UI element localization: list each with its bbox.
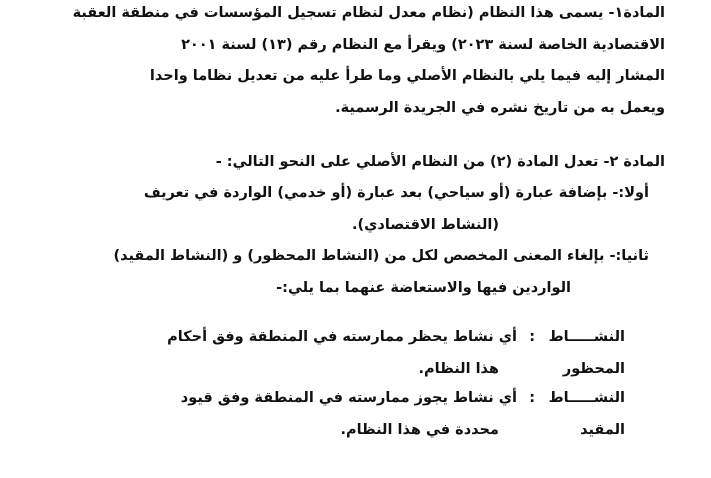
article2-second-line-1: ثانيا:- بإلغاء المعنى المخصص لكل من (النشاط المحظور) و (النشاط المقيد)	[113, 248, 649, 264]
definition-1-text-line-1: أي نشاط يحظر ممارسته في المنطقة وفق أحكام	[167, 329, 517, 345]
definition-1-term-line-1: النشـــــاط	[548, 329, 625, 345]
article2-first-line-2: (النشاط الاقتصادي).	[351, 217, 499, 233]
definition-2-text-line-1: أي نشاط يجوز ممارسته في المنطقة وفق قيود	[180, 390, 517, 406]
article2-first-line-1: أولا:- بإضافة عبارة (أو سياحي) بعد عبارة (أو خدمي) الواردة في تعريف	[143, 185, 649, 201]
article2-second-line-2: الواردين فيها والاستعاضة عنهما بما يلي:-	[276, 280, 571, 296]
article1-line-4: ويعمل به من تاريخ نشره في الجريدة الرسمية.	[335, 100, 665, 116]
definition-1-colon: :	[529, 329, 535, 345]
article1-line-2: الاقتصادية الخاصة لسنة ٢٠٢٣) ويقرأ مع النظام رقم (١٣) لسنة ٢٠٠١	[181, 37, 665, 53]
article1-line-1: المادة١- يسمى هذا النظام (نظام معدل لنظام تسجيل المؤسسات في منطقة العقبة	[72, 5, 665, 21]
definition-2-text-line-2: محددة في هذا النظام.	[340, 422, 499, 438]
definition-2-colon: :	[529, 390, 535, 406]
definition-2-term-line-2: المقيد	[580, 422, 625, 438]
definition-2-term-line-1: النشـــــاط	[548, 390, 625, 406]
article1-line-3: المشار إليه فيما يلي بالنظام الأصلي وما طرأ عليه من تعديل نظاما واحدا	[149, 68, 665, 84]
definition-1-term-line-2: المحظور	[562, 361, 625, 377]
article2-heading: المادة ٢- تعدل المادة (٢) من النظام الأصلي على النحو التالي: -	[215, 154, 665, 170]
definition-1-text-line-2: هذا النظام.	[418, 361, 499, 377]
